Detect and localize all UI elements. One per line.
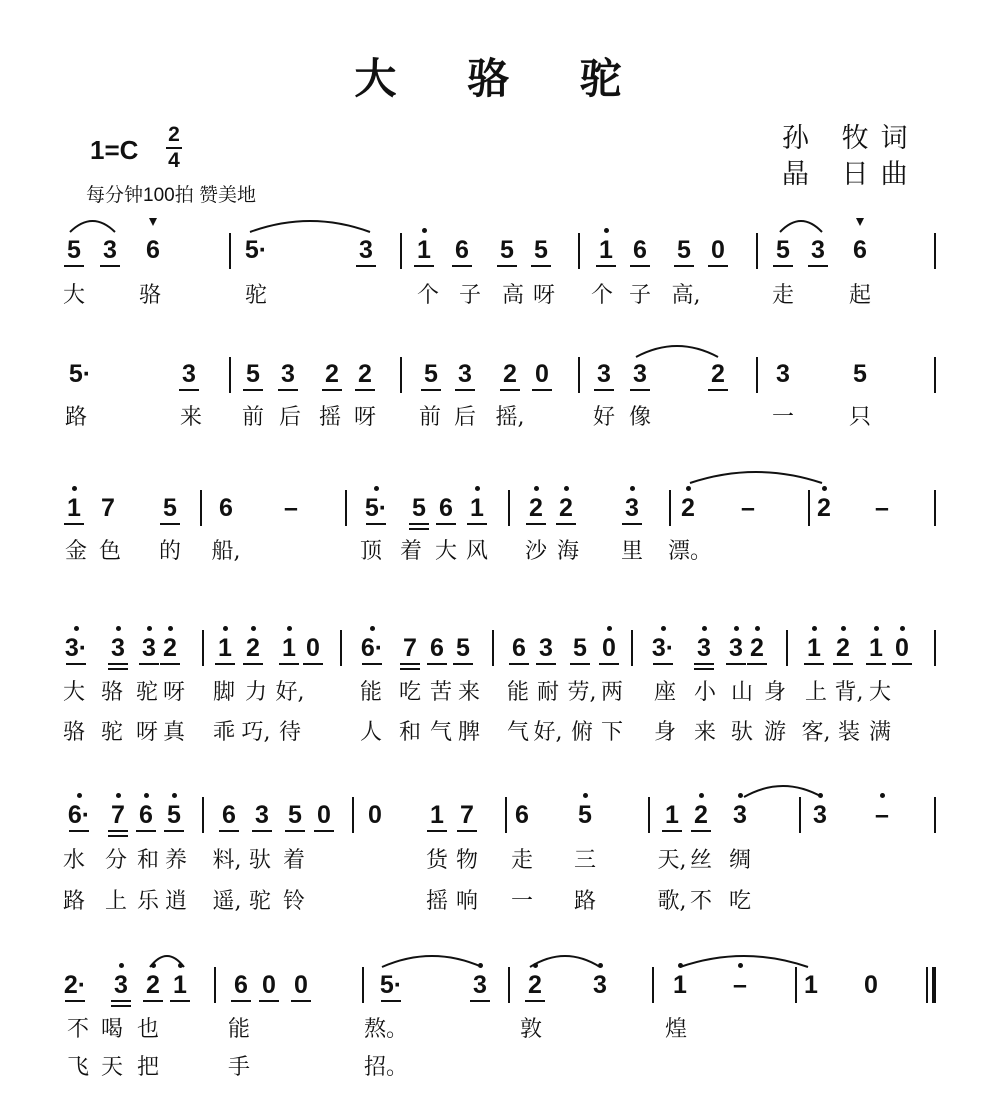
note: 0 [864,971,878,999]
note: 7 [460,801,474,829]
note: 2 [559,494,573,522]
note: 5 [573,634,587,662]
lyric-char: 前 [241,405,265,430]
note: 3 [182,360,196,388]
lyric-char: 脚 [212,680,236,705]
lyric-char: 游 [763,720,787,745]
lyric-char: 船, [211,539,241,564]
note: 3 [697,634,711,662]
note: 5 [853,360,867,388]
lyric-char: 人 [359,720,383,745]
lyric-char: 驮 [248,848,272,873]
note: 2 [163,634,177,662]
note: 1 [430,801,444,829]
lyric-char: 只 [848,405,872,430]
lyric-char: 装 [837,720,861,745]
lyric-char: 驼 [135,680,159,705]
lyric-char: 煌 [664,1017,688,1042]
note: – [741,494,755,522]
time-signature-bottom: 4 [168,149,180,172]
note: 5 [246,360,260,388]
lyric-char: 不 [689,889,713,914]
note: 2 [503,360,517,388]
lyric-char: 招。 [363,1055,409,1080]
lyric-char: 呀 [135,720,159,745]
note: 3 [593,971,607,999]
note: 5 [412,494,426,522]
note: – [875,801,889,829]
note: 3 [733,801,747,829]
slur [150,956,184,967]
lyric-char: 物 [455,848,479,873]
lyric-char: 个 [416,283,440,308]
note: 6 [633,236,647,264]
note: 3 [114,971,128,999]
note: 1 [282,634,296,662]
note: 5 [677,236,691,264]
lyric-char: 客, [801,720,831,745]
lyric-char: 一 [510,889,534,914]
lyric-char: 绸 [728,848,752,873]
lyric-char: 驮 [730,720,754,745]
note: 3 [281,360,295,388]
slur [70,221,115,232]
lyric-char: 上 [104,889,128,914]
note: 3· [651,634,675,662]
lyric-char: 好 [592,405,616,430]
slur [636,346,718,357]
note: 1 [807,634,821,662]
note: 2· [63,971,87,999]
lyric-char: 大 [62,283,86,308]
note: 5· [364,494,388,522]
accent-mark [149,218,157,226]
note: 2 [528,971,542,999]
note: 3 [142,634,156,662]
lyric-char: 子 [458,283,482,308]
note: 0 [895,634,909,662]
lyric-char: 把 [136,1055,160,1080]
note: 1 [218,634,232,662]
note: 3 [539,634,553,662]
lyric-char: 俯 [570,720,594,745]
note: 2 [694,801,708,829]
lyric-char: 好, [275,680,305,705]
slur [690,472,822,483]
note: 3 [811,236,825,264]
lyric-char: 气 [506,720,530,745]
slur [680,956,808,967]
note: 3 [597,360,611,388]
lyric-char: 歌, [657,889,687,914]
lyric-char: 来 [693,720,717,745]
lyricist-credit: 孙 牧词 [782,123,920,154]
lyric-char: 风 [465,539,489,564]
note: 1 [673,971,687,999]
note: 0 [535,360,549,388]
tempo-marking: 每分钟100拍 赞美地 [86,185,256,206]
lyric-char: 身 [763,680,787,705]
lyric-char: 起 [848,283,872,308]
note: 5 [424,360,438,388]
lyric-char: 货 [425,848,449,873]
note: 1 [470,494,484,522]
lyric-char: 不 [66,1017,90,1042]
lyric-char: 能 [359,680,383,705]
lyric-char: 金 [64,539,88,564]
note: 5 [578,801,592,829]
note: 5 [167,801,181,829]
lyric-char: 乐 [136,889,160,914]
note: 5 [67,236,81,264]
lyric-char: 和 [136,848,160,873]
lyric-char: 分 [104,848,128,873]
note: 1 [173,971,187,999]
lyric-char: 喝 [100,1017,124,1042]
note: 1 [869,634,883,662]
note: 5 [288,801,302,829]
note: 2 [817,494,831,522]
note: 2 [836,634,850,662]
lyric-char: 丝 [689,848,713,873]
slur [382,956,482,967]
note: 3 [776,360,790,388]
note: 6 [222,801,236,829]
lyric-char: 熬。 [363,1017,409,1042]
note: 2 [750,634,764,662]
lyric-char: 像 [628,405,652,430]
lyric-char: 色 [98,539,122,564]
note: 2 [325,360,339,388]
note: 6 [512,634,526,662]
note: 3 [255,801,269,829]
lyric-char: 和 [398,720,422,745]
lyric-char: 水 [62,848,86,873]
lyric-char: 铃 [282,889,306,914]
note: 6· [67,801,91,829]
lyric-char: 吃 [398,680,422,705]
note: 5 [534,236,548,264]
note: 5 [776,236,790,264]
lyric-char: 呀 [162,680,186,705]
note: 2 [681,494,695,522]
lyric-char: 遥, [212,889,242,914]
note: 6 [219,494,233,522]
note: 6 [439,494,453,522]
note: – [733,971,747,999]
note: 3 [103,236,117,264]
lyric-char: 漂。 [667,539,713,564]
note: 6 [515,801,529,829]
lyric-char: 海 [556,539,580,564]
lyric-char: 个 [590,283,614,308]
note: 0 [317,801,331,829]
lyric-char: 里 [620,539,644,564]
note: 3 [633,360,647,388]
lyric-char: 能 [506,680,530,705]
lyric-char: 骆 [62,720,86,745]
lyric-char: 驼 [248,889,272,914]
lyric-char: 飞 [66,1055,90,1080]
lyric-char: 大 [868,680,892,705]
note: 1 [599,236,613,264]
lyric-char: 耐 [536,680,560,705]
lyric-char: 脾 [457,720,481,745]
note: 7 [111,801,125,829]
lyric-char: 也 [136,1017,160,1042]
note: 7 [403,634,417,662]
note: 2 [711,360,725,388]
lyric-char: 着 [399,539,423,564]
lyric-char: 力 [244,680,268,705]
lyric-char: 一 [771,405,795,430]
lyric-char: 路 [64,405,88,430]
note: 5 [500,236,514,264]
lyric-char: 天, [657,848,687,873]
lyric-char: 小 [693,680,717,705]
lyric-char: 天 [100,1055,124,1080]
note: 5 [163,494,177,522]
note: 5 [456,634,470,662]
lyric-char: 走 [771,283,795,308]
lyric-char: 呀 [532,283,556,308]
lyric-char: 乖 [212,720,236,745]
composer-credit: 晶 日曲 [782,159,920,190]
note: 3 [813,801,827,829]
note: 6 [853,236,867,264]
lyric-char: 骆 [138,283,162,308]
lyric-char: 养 [164,848,188,873]
note: 2 [246,634,260,662]
lyric-char: 后 [453,405,477,430]
lyric-char: 驼 [100,720,124,745]
lyric-char: 待 [278,720,302,745]
lyric-char: 着 [282,848,306,873]
note: 6 [234,971,248,999]
note: 3 [111,634,125,662]
lyric-char: 前 [418,405,442,430]
lyric-char: 手 [227,1055,251,1080]
note: 1 [665,801,679,829]
lyric-char: 料, [212,848,242,873]
time-signature-top: 2 [168,123,180,146]
note: – [284,494,298,522]
accent-mark [856,218,864,226]
note: 1 [417,236,431,264]
lyric-char: 满 [868,720,892,745]
lyric-char: 的 [158,539,182,564]
lyric-char: 路 [62,889,86,914]
note: 1 [804,971,818,999]
note: 6 [139,801,153,829]
note: 6 [430,634,444,662]
note: 3 [458,360,472,388]
lyric-char: 响 [455,889,479,914]
lyric-char: 大 [62,680,86,705]
note: 3 [359,236,373,264]
lyric-char: 敦 [519,1017,543,1042]
lyric-char: 座 [653,680,677,705]
lyric-char: 山 [730,680,754,705]
slur [530,956,600,967]
note: 0 [262,971,276,999]
lyric-char: 真 [162,720,186,745]
note: 3 [473,971,487,999]
note: 6 [455,236,469,264]
lyric-char: 逍 [164,889,188,914]
note: 5· [379,971,403,999]
lyric-char: 摇 [425,889,449,914]
note: 3 [625,494,639,522]
note: 2 [529,494,543,522]
lyric-char: 身 [653,720,677,745]
note: 5· [68,360,92,388]
lyric-char: 吃 [728,889,752,914]
lyric-char: 子 [628,283,652,308]
note: 1 [67,494,81,522]
lyric-char: 来 [179,405,203,430]
lyric-char: 好, [533,720,563,745]
lyric-char: 能 [227,1017,251,1042]
note: 0 [711,236,725,264]
lyric-char: 背, [834,680,864,705]
note: 0 [368,801,382,829]
lyric-char: 上 [804,680,828,705]
note: 0 [306,634,320,662]
lyric-char: 顶 [359,539,383,564]
lyric-char: 劳, [567,680,597,705]
key-signature: 1=C [90,135,139,165]
lyric-char: 摇 [318,405,342,430]
lyric-char: 高 [501,283,525,308]
lyric-char: 巧, [241,720,271,745]
lyric-char: 沙 [524,539,548,564]
note: 2 [146,971,160,999]
note: 0 [602,634,616,662]
lyric-char: 下 [600,720,624,745]
note: 3 [729,634,743,662]
lyric-char: 气 [429,720,453,745]
note: 7 [101,494,115,522]
song-title: 大 骆 驼 [354,54,650,103]
note: 3· [64,634,88,662]
lyric-char: 后 [278,405,302,430]
lyric-char: 两 [600,680,624,705]
note: 5· [244,236,268,264]
lyric-char: 呀 [353,405,377,430]
slur [744,786,822,797]
slur [780,221,822,232]
lyric-char: 三 [573,848,597,873]
lyric-char: 苦 [429,680,453,705]
lyric-char: 驼 [244,283,268,308]
note: 6 [146,236,160,264]
lyric-char: 骆 [100,680,124,705]
slur [250,221,370,232]
note: 2 [358,360,372,388]
lyric-char: 走 [510,848,534,873]
note: 6· [360,634,384,662]
note: 0 [294,971,308,999]
lyric-char: 路 [573,889,597,914]
lyric-char: 高, [671,283,701,308]
note: – [875,494,889,522]
lyric-char: 摇, [495,405,525,430]
lyric-char: 来 [457,680,481,705]
lyric-char: 大 [434,539,458,564]
